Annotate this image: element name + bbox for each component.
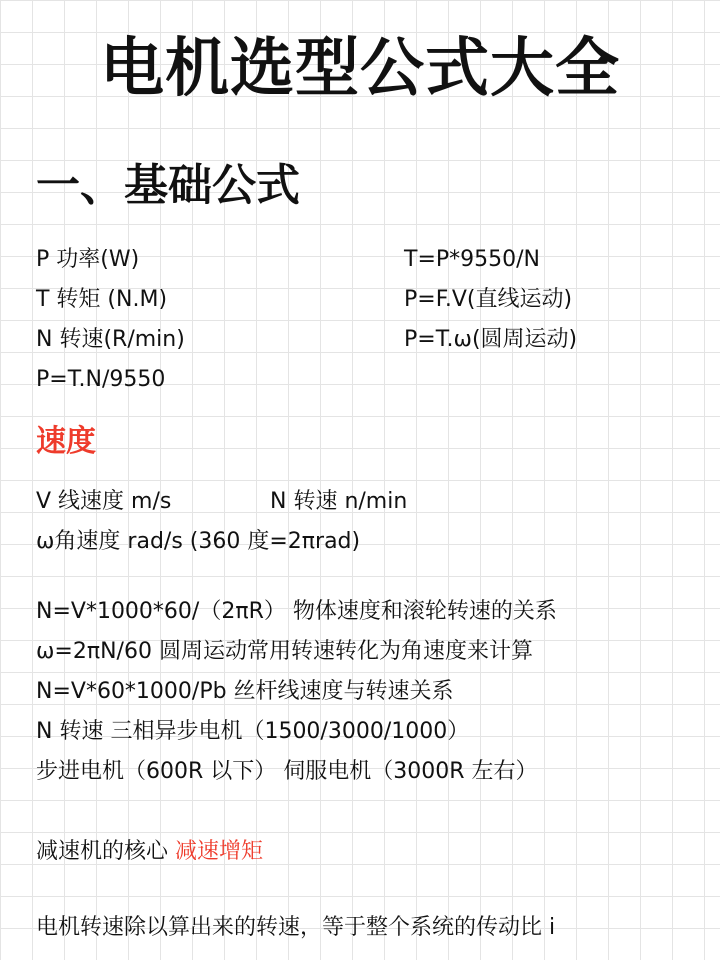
formula-line-torque: T 转矩 (N.M) (36, 287, 168, 312)
formula-line-linear-motion: P=F.V(直线运动) (404, 287, 573, 312)
subheading-speed: 速度 (36, 424, 96, 459)
formula-line-power: P 功率(W) (36, 247, 140, 272)
transmission-ratio-line: 电机转速除以算出来的转速，等于整个系统的传动比 i (36, 915, 556, 940)
formula-line-power-equation: P=T.N/9550 (36, 367, 166, 392)
formula-async-motor: N 转速 三相异步电机（1500/3000/1000） (36, 719, 470, 744)
formula-angular-conversion: ω=2πN/60 圆周运动常用转速转化为角速度来计算 (36, 639, 533, 664)
speed-line-angular-velocity: ω角速度 rad/s (360 度=2πrad) (36, 529, 361, 554)
section-heading-basic-formulas: 一、基础公式 (36, 160, 300, 211)
formula-stepper-servo: 步进电机（600R 以下） 伺服电机（3000R 左右） (36, 759, 538, 784)
reducer-line (36, 838, 263, 867)
formula-line-torque-equation: T=P*9550/N (404, 247, 540, 272)
speed-line-rotational-speed: N 转速 n/min (270, 489, 408, 514)
formula-lead-screw: N=V*60*1000/Pb 丝杆线速度与转速关系 (36, 679, 454, 704)
page-title: 电机选型公式大全 (100, 32, 620, 106)
formula-line-circular-motion: P=T.ω(圆周运动) (404, 327, 578, 352)
formula-line-speed: N 转速(R/min) (36, 327, 185, 352)
reducer-prefix: 减速机的核心 (36, 839, 175, 864)
speed-line-linear-velocity: V 线速度 m/s (36, 489, 172, 514)
reducer-highlight: 减速增矩 (175, 839, 264, 864)
formula-roller-speed: N=V*1000*60/（2πR） 物体速度和滚轮转速的关系 (36, 599, 557, 624)
